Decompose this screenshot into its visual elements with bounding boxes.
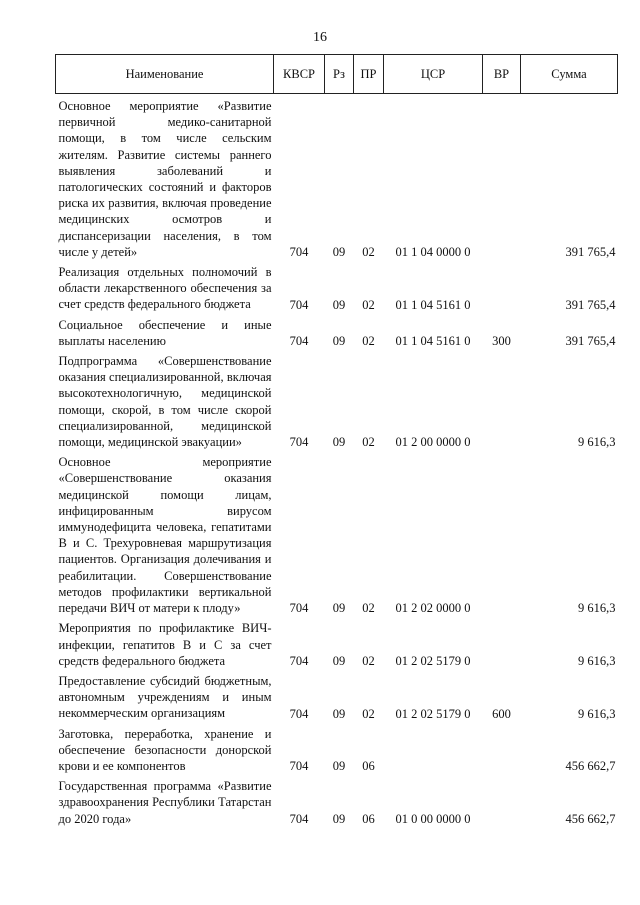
cell-pr: 02: [362, 334, 375, 349]
cell-name: Мероприятия по профилактике ВИЧ-инфекции, гепатитов В и С за счет средств федерального бюджета: [58, 621, 272, 668]
cell-sum: 456 662,7: [565, 811, 616, 826]
cell-pr: 02: [362, 297, 375, 312]
header-csr: ЦСР: [384, 55, 483, 94]
table-row: [56, 450, 618, 616]
cell-vr: [483, 260, 521, 313]
table-body: [56, 94, 618, 827]
cell-rz: 09: [332, 601, 346, 616]
cell-kvsr: 704: [289, 811, 309, 826]
cell-csr: 01 1 04 5161 0: [395, 297, 471, 312]
cell-kvsr: 704: [289, 706, 309, 721]
cell-sum: 391 765,4: [565, 334, 616, 349]
budget-table: [55, 54, 618, 827]
table-header: [56, 55, 618, 94]
cell-rz: 09: [332, 759, 346, 774]
table-row: [56, 260, 618, 313]
cell-vr: [483, 349, 521, 450]
table-row: [56, 669, 618, 722]
cell-name: Реализация отдельных полномочий в области лекарственного обеспечения за счет средств федерального бюджета: [58, 265, 272, 312]
cell-csr: 01 2 02 5179 0: [395, 706, 471, 721]
cell-kvsr: 704: [289, 245, 309, 260]
cell-csr: 01 2 00 0000 0: [395, 435, 471, 450]
cell-pr: 06: [362, 759, 375, 774]
cell-rz: 09: [332, 297, 346, 312]
cell-name: Социальное обеспечение и иные выплаты населению: [58, 317, 272, 348]
cell-csr: 01 1 04 5161 0: [395, 334, 471, 349]
cell-name: Основное мероприятие «Совершенствование оказания медицинской помощи лицам, инфицированным вирусом иммунодефицита человека, гепатитами В и С. Трехуровневая маршрутизация пациентов. Организация долечивания и реабилитации. Совершенствование методов профилактики вертикальной передачи ВИЧ от матери к плоду»: [58, 455, 272, 616]
cell-name: Заготовка, переработка, хранение и обеспечение безопасности донорской крови и ее компонентов: [58, 726, 272, 773]
cell-name: Подпрограмма «Совершенствование оказания специализированной, включая высокотехнологичную, медицинской помощи, скорой, в том числе скорой специализированной, медицинской помощи, медицинской эвакуации»: [58, 354, 272, 450]
cell-vr: 300: [492, 334, 511, 349]
cell-rz: 09: [332, 706, 346, 721]
cell-pr: 02: [362, 706, 375, 721]
cell-pr: 02: [362, 245, 375, 260]
cell-pr: 02: [362, 435, 375, 450]
cell-rz: 09: [332, 245, 346, 260]
table-row: [56, 313, 618, 349]
cell-kvsr: 704: [289, 435, 309, 450]
cell-sum: 391 765,4: [565, 297, 616, 312]
cell-kvsr: 704: [289, 759, 309, 774]
cell-sum: 9 616,3: [578, 601, 616, 616]
cell-pr: 02: [362, 601, 375, 616]
header-name: Наименование: [56, 55, 274, 94]
cell-vr: [483, 94, 521, 261]
cell-vr: 600: [492, 706, 511, 721]
cell-rz: 09: [332, 435, 346, 450]
table-row: [56, 94, 618, 261]
cell-sum: 9 616,3: [578, 435, 616, 450]
header-pr: ПР: [354, 55, 384, 94]
cell-kvsr: 704: [289, 653, 309, 668]
cell-csr: 01 0 00 0000 0: [395, 811, 471, 826]
cell-sum: 9 616,3: [578, 653, 616, 668]
cell-sum: 391 765,4: [565, 245, 616, 260]
cell-csr: 01 2 02 5179 0: [395, 653, 471, 668]
cell-vr: [483, 616, 521, 669]
page-number: 16: [313, 30, 327, 45]
cell-csr: [384, 722, 483, 775]
cell-csr: 01 2 02 0000 0: [395, 601, 471, 616]
cell-sum: 456 662,7: [565, 759, 616, 774]
cell-rz: 09: [332, 653, 346, 668]
header-rz: Рз: [325, 55, 354, 94]
cell-sum: 9 616,3: [578, 706, 616, 721]
cell-pr: 06: [362, 811, 375, 826]
cell-pr: 02: [362, 653, 375, 668]
cell-name: Предоставление субсидий бюджетным, автономным учреждениям и иным некоммерческим организациям: [58, 673, 272, 721]
table-row: [56, 616, 618, 669]
cell-rz: 09: [332, 811, 346, 826]
table-row: [56, 774, 618, 827]
cell-csr: 01 1 04 0000 0: [395, 245, 471, 260]
header-sum: Сумма: [521, 55, 618, 94]
cell-vr: [483, 774, 521, 827]
cell-kvsr: 704: [289, 334, 309, 349]
cell-kvsr: 704: [289, 601, 309, 616]
cell-name: Основное мероприятие «Развитие первичной медико-санитарной помощи, в том числе сельским жителям. Развитие системы раннего выявления заболеваний и патологических состояний и факторов риска их развития, включая проведение медицинских осмотров и диспансеризации населения, в том числе у детей»: [58, 99, 272, 259]
cell-vr: [483, 722, 521, 775]
cell-rz: 09: [332, 334, 346, 349]
table-row: [56, 722, 618, 775]
table-row: [56, 349, 618, 450]
cell-vr: [483, 450, 521, 616]
cell-name: Государственная программа «Развитие здравоохранения Республики Татарстан до 2020 года»: [58, 779, 272, 826]
header-kvsr: КВСР: [274, 55, 325, 94]
cell-kvsr: 704: [289, 297, 309, 312]
header-vr: ВР: [483, 55, 521, 94]
